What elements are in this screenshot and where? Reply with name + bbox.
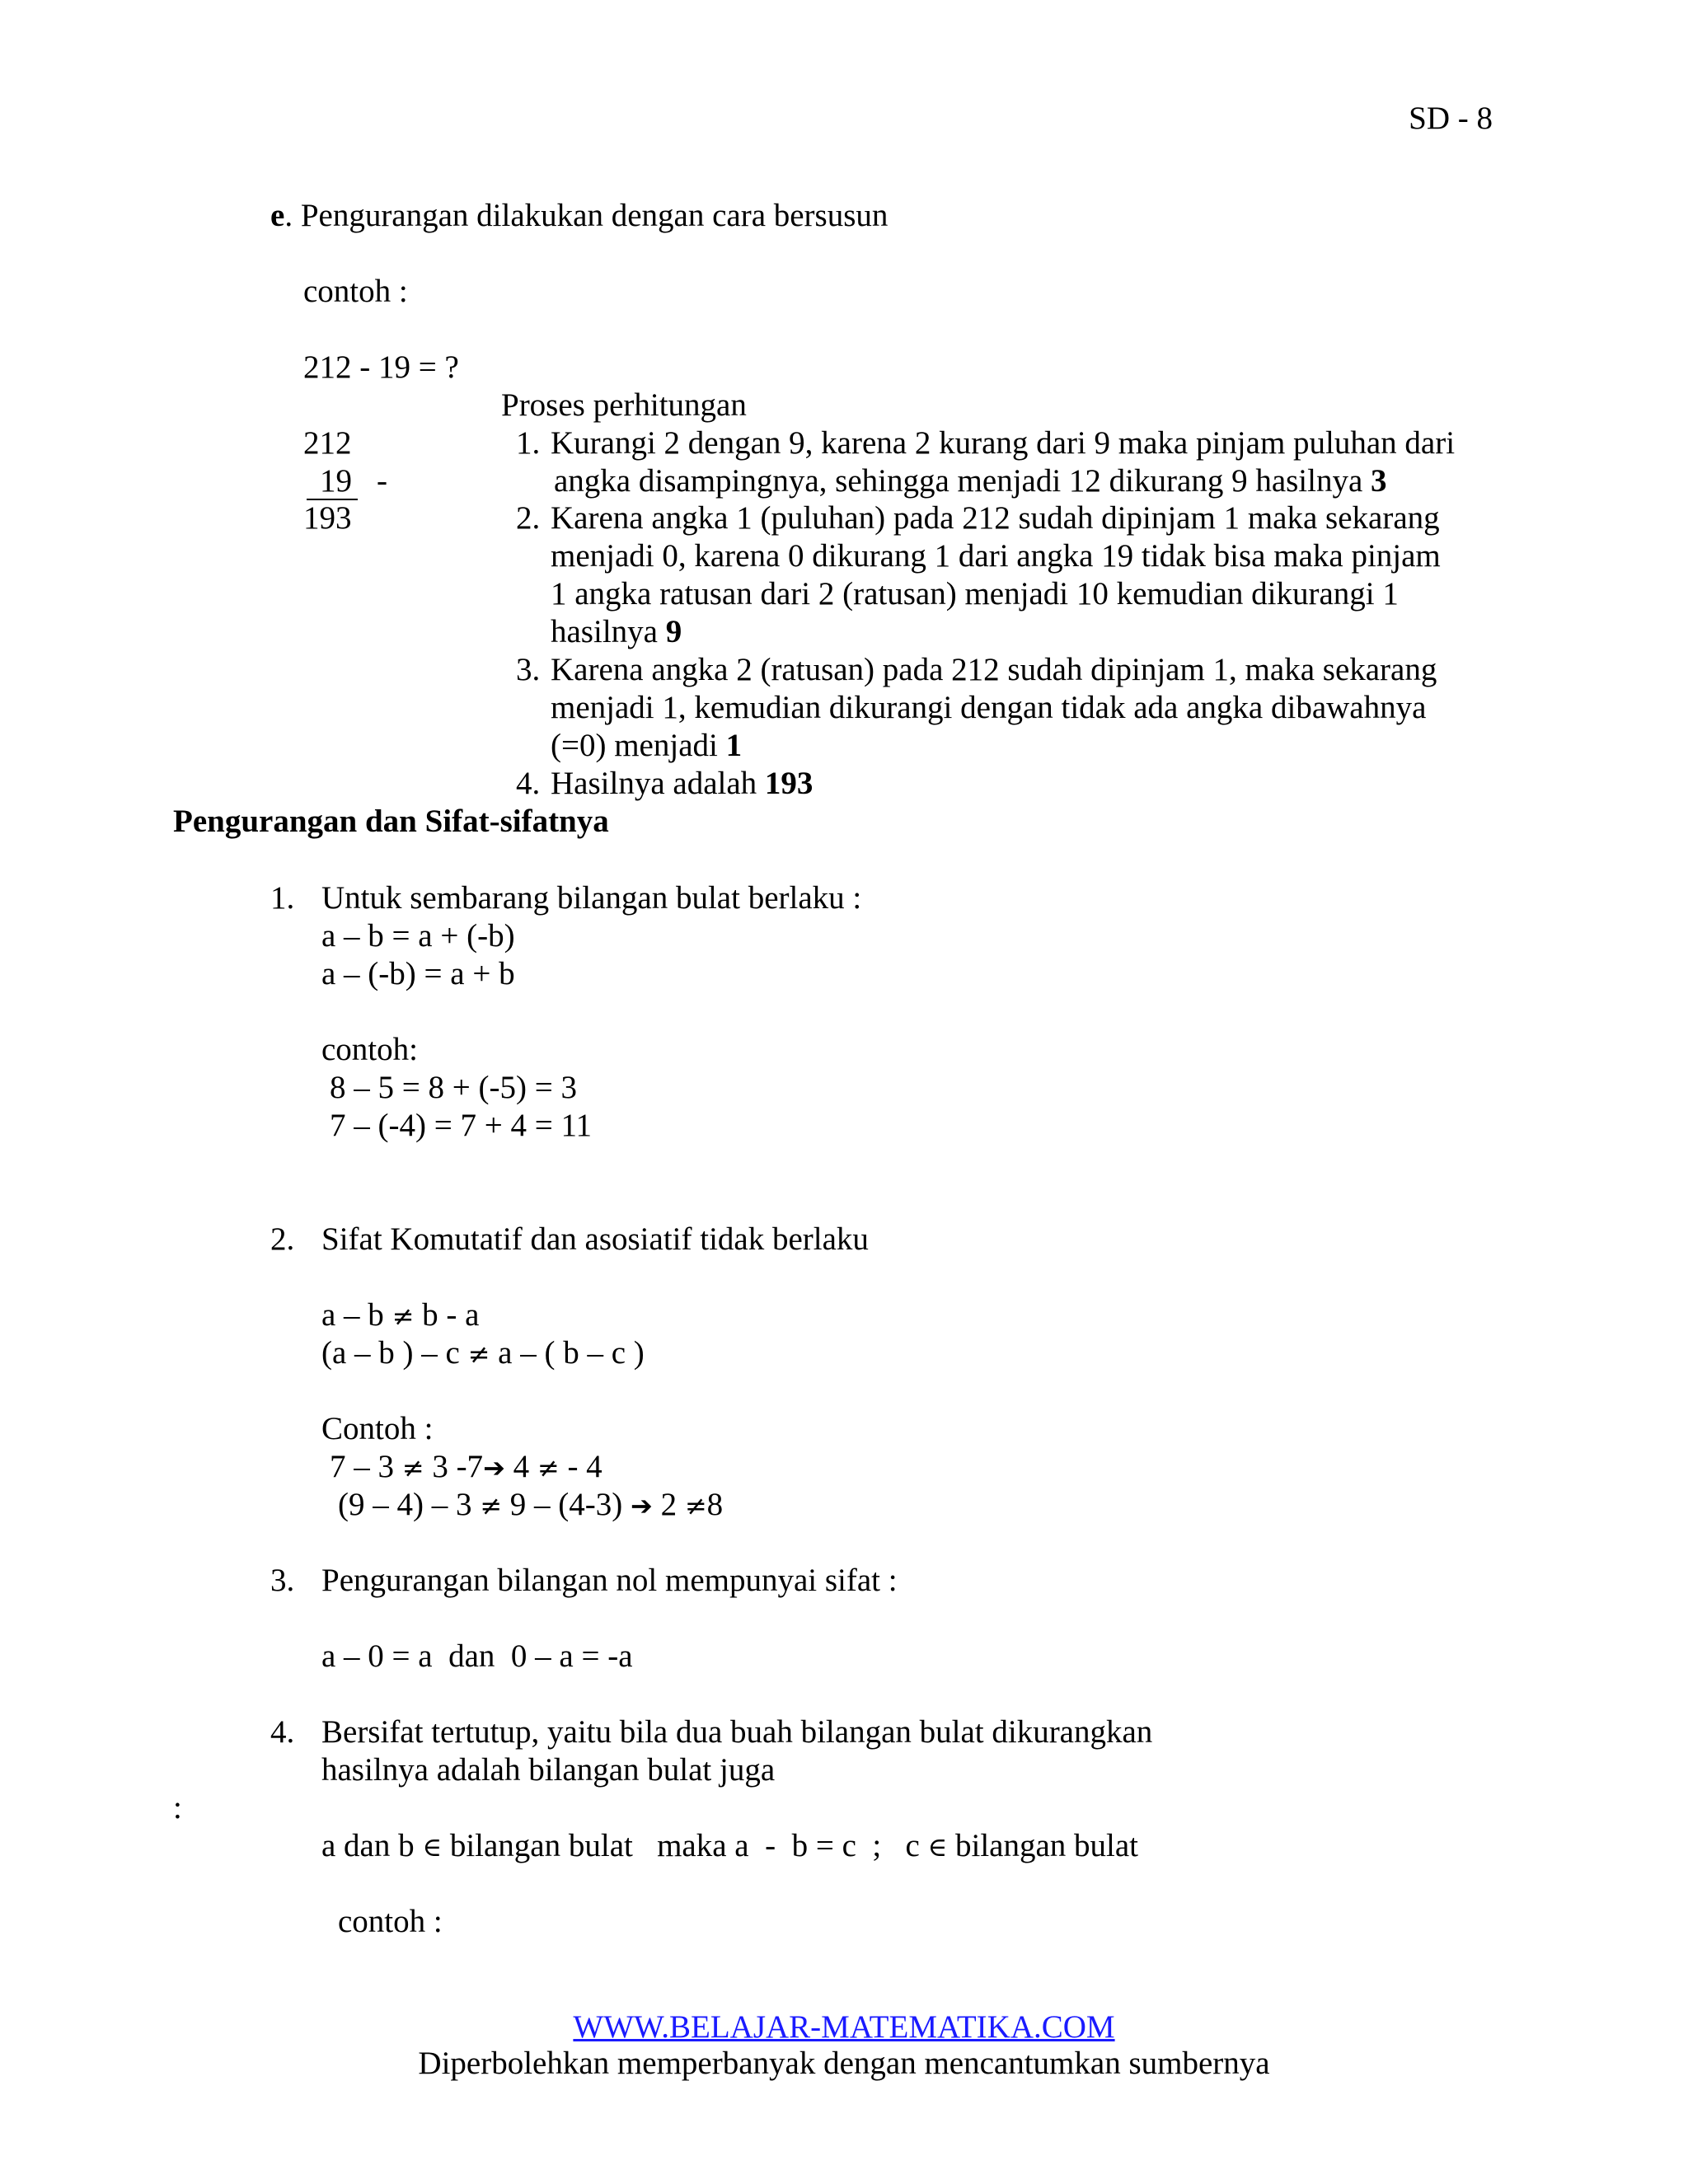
footer-website-link[interactable]: WWW.BELAJAR-MATEMATIKA.COM [573, 2009, 1115, 2045]
property-2-example-label: Contoh : [321, 1411, 434, 1446]
property-1-number: 1. [270, 880, 295, 916]
property-2-text: Sifat Komutatif dan asosiatif tidak berlaku [321, 1221, 869, 1257]
property-3-formula: a – 0 = a dan 0 – a = -a [321, 1638, 633, 1674]
property-2-example-1: 7 – 3 ≠ 3 -7➔ 4 ≠ - 4 [330, 1449, 603, 1484]
step-3-line-3: (=0) menjadi 1 [551, 728, 743, 763]
step-3-line-1: Karena angka 2 (ratusan) pada 212 sudah dipinjam 1, maka sekarang [551, 652, 1437, 687]
step-2-line-1: Karena angka 1 (puluhan) pada 212 sudah dipinjam 1 maka sekarang [551, 500, 1440, 536]
property-4-example-label: contoh : [338, 1904, 443, 1939]
property-4-line-2: hasilnya adalah bilangan bulat juga [321, 1752, 776, 1788]
difference: 193 [303, 500, 352, 536]
arrow-icon: ➔ [631, 1490, 653, 1521]
property-4-line-1: Bersifat tertutup, yaitu bila dua buah bilangan bulat dikurangkan [321, 1714, 1153, 1750]
property-1-example-2: 7 – (-4) = 7 + 4 = 11 [330, 1108, 592, 1143]
property-2-number: 2. [270, 1221, 295, 1257]
step-3-line-2: menjadi 1, kemudian dikurangi dengan tidak ada angka dibawahnya [551, 690, 1427, 725]
minus-sign: - [377, 463, 387, 499]
section-marker: e [270, 198, 285, 233]
property-2-example-2: (9 – 4) – 3 ≠ 9 – (4-3) ➔ 2 ≠8 [338, 1487, 724, 1522]
arrow-icon: ➔ [483, 1452, 505, 1483]
property-4-formula: a dan b ∈ bilangan bulat maka a - b = c ; c ∈ bilangan bulat [321, 1828, 1139, 1863]
section-e-heading: e. Pengurangan dilakukan dengan cara bersusun [270, 198, 889, 233]
step-2-line-4: hasilnya 9 [551, 614, 682, 649]
property-1-example-label: contoh: [321, 1032, 418, 1067]
property-1-example-1: 8 – 5 = 8 + (-5) = 3 [330, 1070, 577, 1105]
property-2-formula-2: (a – b ) – c ≠ a – ( b – c ) [321, 1335, 645, 1371]
properties-title: Pengurangan dan Sifat-sifatnya [173, 804, 609, 839]
step-1-line-1: Kurangi 2 dengan 9, karena 2 kurang dari 9 maka pinjam puluhan dari [551, 425, 1456, 461]
step-2-line-3: 1 angka ratusan dari 2 (ratusan) menjadi 10 kemudian dikurangi 1 [551, 576, 1399, 612]
step-3-number: 3. [516, 652, 541, 687]
property-4-number: 4. [270, 1714, 295, 1750]
property-3-number: 3. [270, 1563, 295, 1598]
minuend: 212 [303, 425, 352, 461]
subtraction-problem: 212 - 19 = ? [303, 349, 459, 385]
step-2-line-2: menjadi 0, karena 0 dikurang 1 dari angka 19 tidak bisa maka pinjam [551, 538, 1441, 574]
step-2-number: 2. [516, 500, 541, 536]
stray-colon: : [173, 1790, 182, 1825]
property-1-formula-1: a – b = a + (-b) [321, 918, 515, 954]
footer-note: Diperbolehkan memperbanyak dengan mencantumkan sumbernya [418, 2046, 1270, 2081]
example-label: contoh : [303, 274, 408, 309]
step-1-line-2: angka disampingnya, sehingga menjadi 12 dikurang 9 hasilnya 3 [554, 463, 1387, 499]
page-label: SD - 8 [1409, 101, 1493, 136]
property-2-formula-1: a – b ≠ b - a [321, 1297, 480, 1333]
process-title: Proses perhitungan [501, 387, 747, 423]
property-1-text: Untuk sembarang bilangan bulat berlaku : [321, 880, 862, 916]
step-4-number: 4. [516, 766, 541, 801]
property-1-formula-2: a – (-b) = a + b [321, 956, 515, 991]
step-4-line-1: Hasilnya adalah 193 [551, 766, 814, 801]
subtrahend: 19 [320, 463, 352, 499]
step-1-number: 1. [516, 425, 541, 461]
property-3-text: Pengurangan bilangan nol mempunyai sifat : [321, 1563, 898, 1598]
